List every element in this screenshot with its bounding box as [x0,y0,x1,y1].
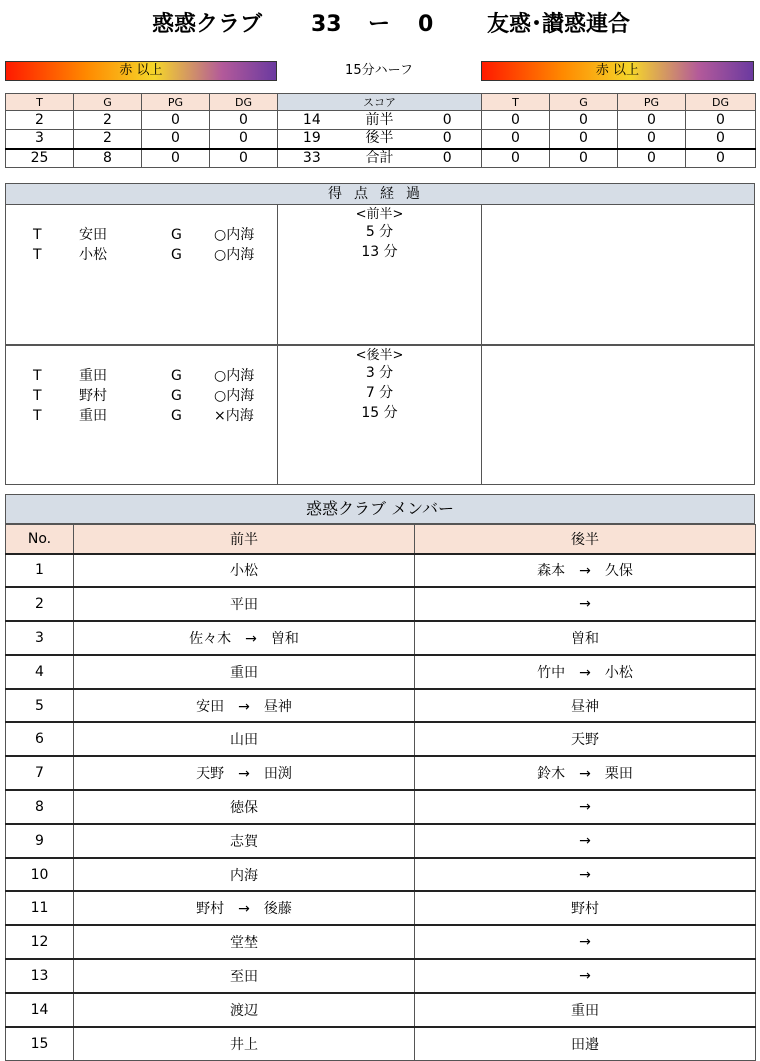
member-row [6,689,756,723]
second-half-event-list [6,346,278,484]
home-stat-cell: 0 [210,111,278,130]
member-row [6,756,756,790]
away-stat-cell: 0 [482,149,550,168]
member-no: 12 [6,925,74,959]
match-format: 15分ハーフ [345,63,413,78]
event-conversion: G [171,227,182,243]
member-first-half: 安田 → 昼神 [74,689,415,723]
score-table [5,93,756,168]
member-second-half: 竹中 → 小松 [415,655,756,689]
event-type: T [33,388,42,404]
member-second-half: → [415,959,756,993]
away-half-score: 0 [442,149,452,166]
event-kicker: ○内海 [214,227,255,243]
home-stat-cell: 2 [6,111,74,130]
away-col-header: T [482,94,550,111]
member-no: 7 [6,756,74,790]
member-second-half: 曽和 [415,621,756,655]
score-center-inner [278,112,481,129]
first-half-event-list [6,205,278,344]
member-first-half: 井上 [74,1027,415,1061]
member-no: 1 [6,554,74,588]
away-col-header: PG [618,94,686,111]
member-first-half: 山田 [74,722,415,756]
event-spacer [6,205,277,225]
match-title [0,8,760,42]
member-row [6,993,756,1027]
score-event [6,386,277,406]
score-center-cell [278,111,482,130]
home-stat-cell: 25 [6,149,74,168]
event-player: 小松 [79,247,107,263]
event-player: 重田 [79,368,107,384]
member-first-half: 堂埜 [74,925,415,959]
member-row [6,891,756,925]
member-first-half: 佐々木 → 曽和 [74,621,415,655]
home-stat-cell: 8 [74,149,142,168]
away-col-header: DG [686,94,756,111]
member-first-half: 志賀 [74,824,415,858]
home-stat-cell: 0 [142,130,210,149]
half-label: 合計 [365,149,394,166]
members-title: 惑惑クラブ メンバー [5,494,755,524]
event-conversion: G [171,247,182,263]
event-kicker: ○内海 [214,368,255,384]
home-level-bar: 赤 以上 [5,61,277,81]
member-second-half: 野村 [415,891,756,925]
member-no: 11 [6,891,74,925]
home-half-score: 14 [302,111,321,128]
event-player: 安田 [79,227,107,243]
home-team-score: 33 [311,12,342,37]
member-no: 6 [6,722,74,756]
member-no: 9 [6,824,74,858]
member-no: 14 [6,993,74,1027]
second-half-time-column [278,346,482,484]
score-center-header: スコア [278,94,482,111]
header-no: No. [6,525,74,554]
home-col-header: G [74,94,142,111]
away-stat-cell: 0 [686,130,756,149]
member-first-half: 重田 [74,655,415,689]
member-first-half: 内海 [74,858,415,892]
home-stat-cell: 3 [6,130,74,149]
score-separator: ー [368,12,391,37]
event-minute: 3 分 [365,365,394,381]
away-level-bar: 赤 以上 [481,61,754,81]
member-row [6,1027,756,1061]
home-stat-cell: 0 [210,149,278,168]
member-row [6,655,756,689]
member-row [6,824,756,858]
away-stat-cell: 0 [618,111,686,130]
half-label: 前半 [365,111,394,128]
member-row [6,587,756,621]
score-event [6,225,277,245]
home-stat-cell: 0 [142,111,210,130]
event-player: 重田 [79,408,107,424]
member-first-half: 天野 → 田渕 [74,756,415,790]
member-first-half: 野村 → 後藤 [74,891,415,925]
event-kicker: ×内海 [214,408,254,424]
home-half-score: 19 [302,130,321,147]
member-second-half: → [415,858,756,892]
event-minute: 15 分 [361,405,398,421]
event-minute: 13 分 [361,244,398,260]
member-no: 5 [6,689,74,723]
away-stat-cell: 0 [550,149,618,168]
member-first-half: 平田 [74,587,415,621]
member-no: 2 [6,587,74,621]
members-table [5,524,756,1061]
event-type: T [33,368,42,384]
event-kicker: ○内海 [214,388,255,404]
score-row [6,130,756,149]
away-team-score: 0 [418,12,434,37]
score-event [6,406,277,426]
member-second-half: → [415,790,756,824]
member-second-half: → [415,824,756,858]
first-half-time-column [278,205,482,344]
member-row [6,790,756,824]
home-stat-cell: 2 [74,111,142,130]
event-minute: 7 分 [365,385,394,401]
member-row [6,722,756,756]
member-row [6,925,756,959]
member-first-half: 至田 [74,959,415,993]
member-second-half: → [415,587,756,621]
member-no: 4 [6,655,74,689]
member-no: 8 [6,790,74,824]
home-team-name: 惑惑クラブ [152,12,263,37]
event-type: T [33,408,42,424]
second-half-minutes [278,363,481,423]
second-half-label: <後半> [355,348,404,363]
member-row [6,858,756,892]
header-second-half: 後半 [415,525,756,554]
away-stat-cell: 0 [686,149,756,168]
home-col-header: T [6,94,74,111]
half-label: 後半 [365,130,394,147]
first-half-label: <前半> [355,207,404,222]
event-conversion: G [171,368,182,384]
home-col-header: DG [210,94,278,111]
member-row [6,554,756,588]
away-stat-cell: 0 [550,130,618,149]
member-first-half: 小松 [74,554,415,588]
score-center-cell [278,130,482,149]
member-no: 15 [6,1027,74,1061]
score-center-inner [278,130,481,147]
second-half-scoring [5,345,755,485]
member-second-half: 田邉 [415,1027,756,1061]
first-half-scoring [5,205,755,345]
home-col-header: PG [142,94,210,111]
away-stat-cell: 0 [550,111,618,130]
event-type: T [33,247,42,263]
away-stat-cell: 0 [686,111,756,130]
member-first-half: 徳保 [74,790,415,824]
member-second-half: 重田 [415,993,756,1027]
score-center-inner [278,150,481,167]
home-stat-cell: 2 [74,130,142,149]
away-stat-cell: 0 [482,111,550,130]
home-stat-cell: 0 [210,130,278,149]
event-player: 野村 [79,388,107,404]
member-row [6,959,756,993]
event-type: T [33,227,42,243]
member-no: 10 [6,858,74,892]
score-row [6,111,756,130]
member-row [6,621,756,655]
member-no: 3 [6,621,74,655]
away-stat-cell: 0 [618,149,686,168]
away-half-score: 0 [442,130,452,147]
score-event [6,366,277,386]
home-stat-cell: 0 [142,149,210,168]
away-col-header: G [550,94,618,111]
member-second-half: 森本 → 久保 [415,554,756,588]
member-second-half: 鈴木 → 栗田 [415,756,756,790]
event-minute: 5 分 [365,224,394,240]
score-center-cell [278,149,482,168]
member-second-half: 昼神 [415,689,756,723]
member-second-half: → [415,925,756,959]
away-half-score: 0 [442,111,452,128]
member-second-half: 天野 [415,722,756,756]
scoring-header: 得点経過 [5,183,755,205]
member-first-half: 渡辺 [74,993,415,1027]
score-row [6,149,756,168]
score-header-row [6,94,756,111]
away-stat-cell: 0 [618,130,686,149]
first-half-minutes [278,222,481,262]
event-conversion: G [171,408,182,424]
member-no: 13 [6,959,74,993]
event-conversion: G [171,388,182,404]
score-event [6,245,277,265]
event-kicker: ○内海 [214,247,255,263]
header-first-half: 前半 [74,525,415,554]
home-half-score: 33 [302,149,321,166]
event-spacer [6,346,277,366]
away-team-name: 友惑･讃惑連合 [487,12,631,37]
away-stat-cell: 0 [482,130,550,149]
members-header-row [6,525,756,554]
